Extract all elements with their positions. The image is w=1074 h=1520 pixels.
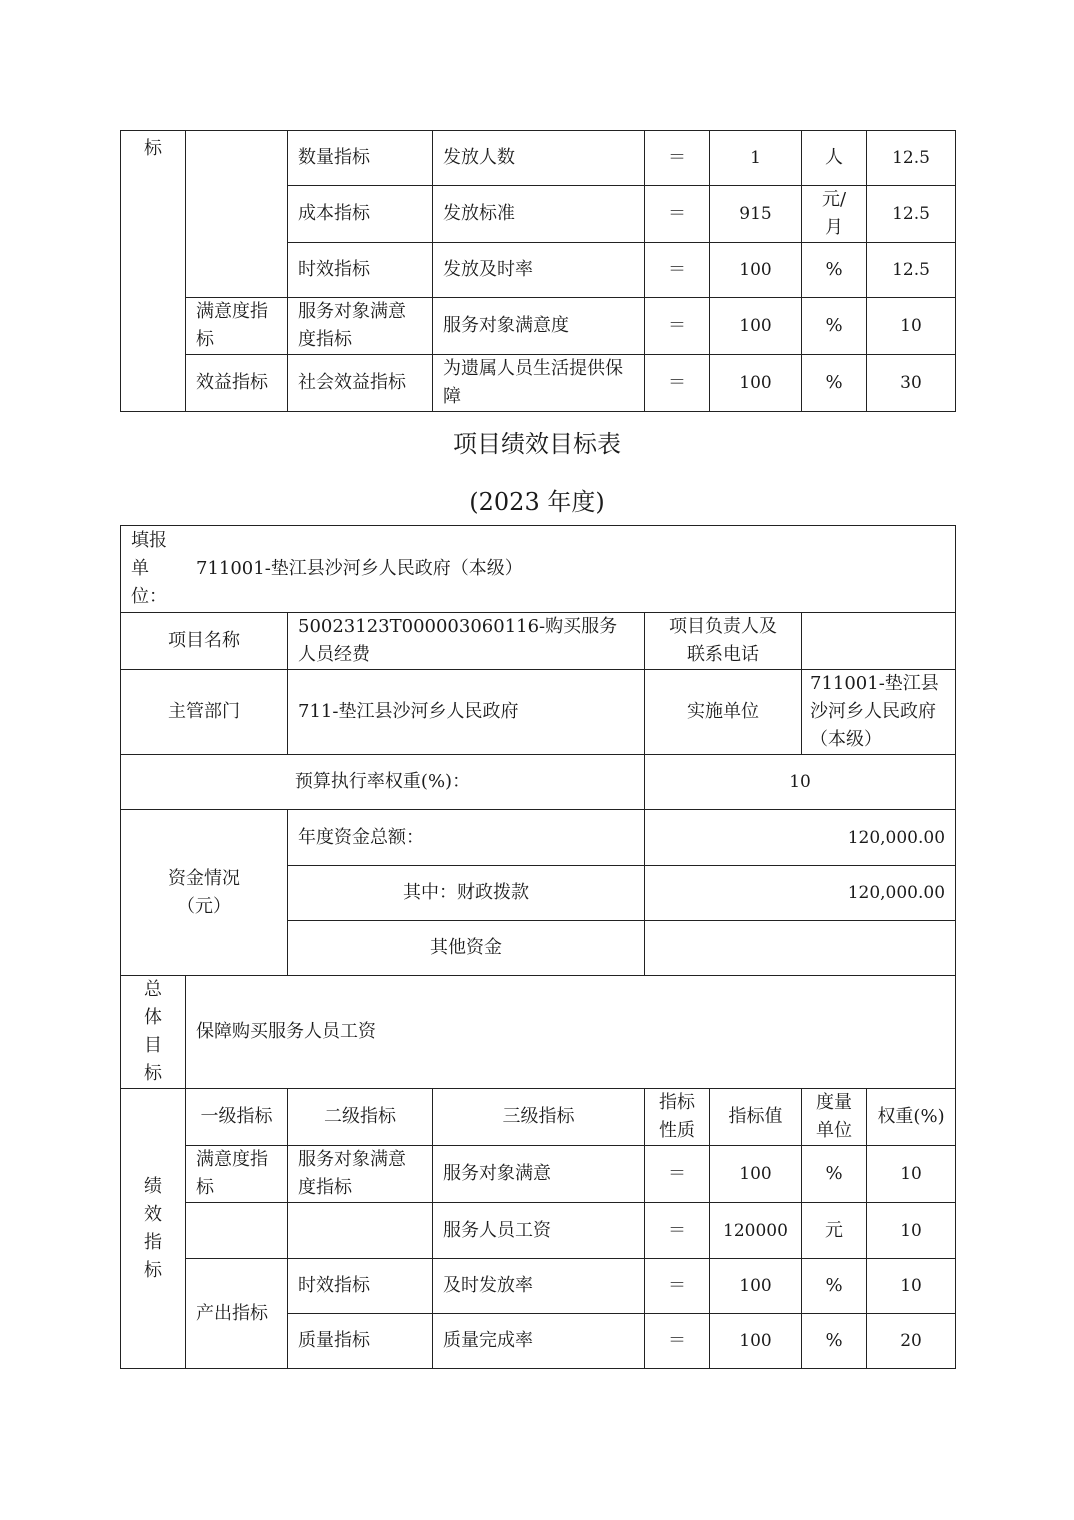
implementing-unit-value: 711001-垫江县沙河乡人民政府（本级） <box>802 670 956 755</box>
unit-cell: % <box>802 1259 867 1314</box>
nature-cell: ＝ <box>645 186 710 243</box>
level2-cell: 质量指标 <box>288 1314 433 1369</box>
performance-target-table <box>120 525 956 1369</box>
value-cell: 1 <box>710 131 802 186</box>
document-title: 项目绩效目标表 <box>453 430 621 458</box>
level3-cell: 及时发放率 <box>433 1259 645 1314</box>
level3-cell: 发放及时率 <box>433 243 645 298</box>
level2-cell: 时效指标 <box>288 243 433 298</box>
funds-label: 资金情况（元） <box>121 810 288 976</box>
nature-cell: ＝ <box>645 131 710 186</box>
level3-cell: 发放人数 <box>433 131 645 186</box>
level3-cell: 服务对象满意度 <box>433 298 645 355</box>
previous-indicator-table <box>120 130 956 412</box>
weight-cell: 12.5 <box>867 186 956 243</box>
budget-rate-value: 10 <box>645 755 956 810</box>
project-name-value: 50023123T000003060116-购买服务人员经费 <box>288 613 645 670</box>
other-funds-value <box>645 921 956 976</box>
weight-cell: 10 <box>867 298 956 355</box>
weight-cell: 10 <box>867 1203 956 1259</box>
weight-cell: 10 <box>867 1146 956 1203</box>
weight-cell: 10 <box>867 1259 956 1314</box>
unit-cell: 元/月 <box>802 186 867 243</box>
level2-cell <box>288 1203 433 1259</box>
unit-cell: % <box>802 1314 867 1369</box>
weight-cell: 12.5 <box>867 243 956 298</box>
side-label-cell: 标 <box>121 131 186 412</box>
nature-cell: ＝ <box>645 355 710 412</box>
unit-cell: % <box>802 298 867 355</box>
unit-cell: 元 <box>802 1203 867 1259</box>
contact-value <box>802 613 956 670</box>
budget-rate-label: 预算执行率权重(%)： <box>121 755 645 810</box>
level2-cell: 服务对象满意度指标 <box>288 1146 433 1203</box>
level1-cell: 产出指标 <box>186 1259 288 1369</box>
other-funds-label: 其他资金 <box>288 921 645 976</box>
overall-goal-value: 保障购买服务人员工资 <box>186 976 956 1089</box>
annual-total-label: 年度资金总额： <box>288 810 645 866</box>
header-nature: 指标性质 <box>645 1089 710 1146</box>
level3-cell: 质量完成率 <box>433 1314 645 1369</box>
reporting-unit-row <box>121 526 956 613</box>
nature-cell: ＝ <box>645 1146 710 1203</box>
level1-cell: 满意度指标 <box>186 1146 288 1203</box>
reporting-unit-value: 711001-垫江县沙河乡人民政府（本级） <box>196 558 523 579</box>
header-unit: 度量单位 <box>802 1089 867 1146</box>
level2-cell: 数量指标 <box>288 131 433 186</box>
header-level2: 二级指标 <box>288 1089 433 1146</box>
unit-cell: 人 <box>802 131 867 186</box>
header-level1: 一级指标 <box>186 1089 288 1146</box>
weight-cell: 30 <box>867 355 956 412</box>
level3-cell: 服务对象满意 <box>433 1146 645 1203</box>
level1-cell: 效益指标 <box>186 355 288 412</box>
annual-total-value: 120,000.00 <box>645 810 956 866</box>
header-level3: 三级指标 <box>433 1089 645 1146</box>
unit-cell: % <box>802 243 867 298</box>
document-year: (2023 年度) <box>469 488 605 516</box>
performance-indicators-label: 绩效指标 <box>121 1089 186 1369</box>
level1-cell <box>186 1203 288 1259</box>
implementing-unit-label: 实施单位 <box>645 670 802 755</box>
unit-cell: % <box>802 355 867 412</box>
department-label: 主管部门 <box>121 670 288 755</box>
weight-cell: 12.5 <box>867 131 956 186</box>
value-cell: 100 <box>710 1314 802 1369</box>
value-cell: 915 <box>710 186 802 243</box>
fiscal-allocation-value: 120,000.00 <box>645 866 956 921</box>
level2-cell: 社会效益指标 <box>288 355 433 412</box>
level2-cell: 成本指标 <box>288 186 433 243</box>
department-value: 711-垫江县沙河乡人民政府 <box>288 670 645 755</box>
level1-cell: 满意度指标 <box>186 298 288 355</box>
level1-cell <box>186 131 288 298</box>
fiscal-allocation-label: 其中：财政拨款 <box>288 866 645 921</box>
nature-cell: ＝ <box>645 1203 710 1259</box>
reporting-unit-label: 填报单位： <box>131 530 167 607</box>
value-cell: 100 <box>710 1146 802 1203</box>
value-cell: 100 <box>710 1259 802 1314</box>
level3-cell: 发放标准 <box>433 186 645 243</box>
weight-cell: 20 <box>867 1314 956 1369</box>
value-cell: 100 <box>710 298 802 355</box>
project-name-label: 项目名称 <box>121 613 288 670</box>
value-cell: 120000 <box>710 1203 802 1259</box>
value-cell: 100 <box>710 243 802 298</box>
value-cell: 100 <box>710 355 802 412</box>
level3-cell: 服务人员工资 <box>433 1203 645 1259</box>
level3-cell: 为遗属人员生活提供保障 <box>433 355 645 412</box>
level2-cell: 服务对象满意度指标 <box>288 298 433 355</box>
level2-cell: 时效指标 <box>288 1259 433 1314</box>
header-weight: 权重(%) <box>867 1089 956 1146</box>
nature-cell: ＝ <box>645 243 710 298</box>
unit-cell: % <box>802 1146 867 1203</box>
header-value: 指标值 <box>710 1089 802 1146</box>
contact-label: 项目负责人及联系电话 <box>645 613 802 670</box>
nature-cell: ＝ <box>645 1314 710 1369</box>
overall-goal-label: 总体目标 <box>121 976 186 1089</box>
nature-cell: ＝ <box>645 298 710 355</box>
nature-cell: ＝ <box>645 1259 710 1314</box>
